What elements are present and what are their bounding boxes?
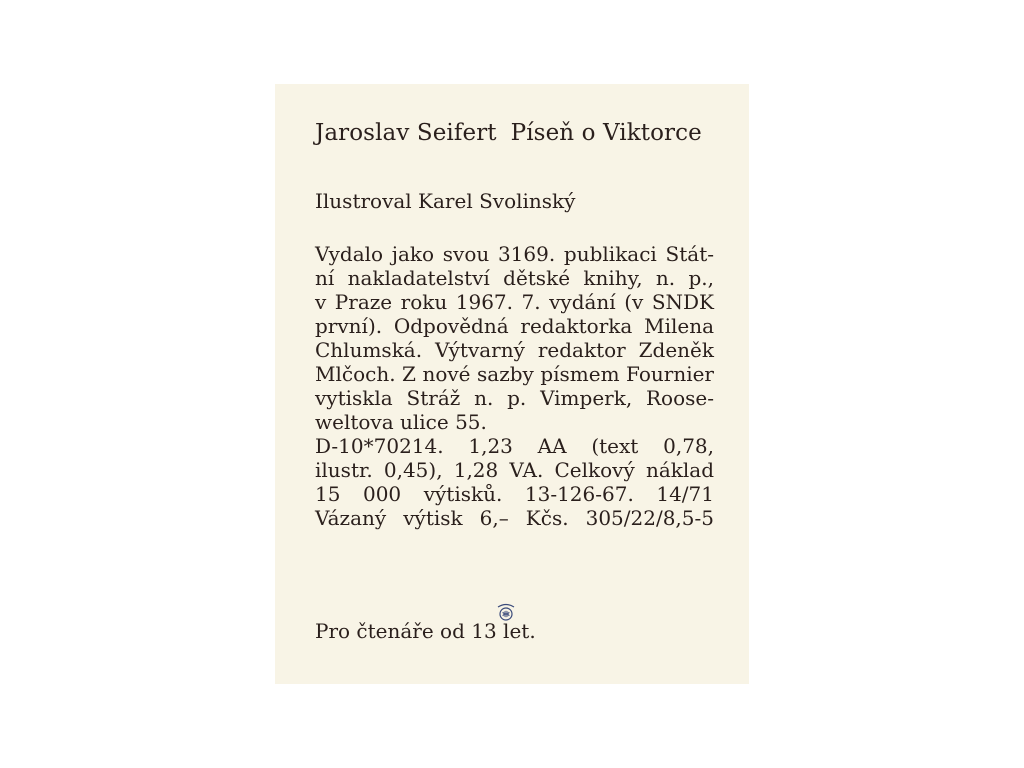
book-title: Píseň o Viktorce — [510, 120, 702, 146]
imprint-block — [315, 241, 715, 529]
imprint-line: weltova ulice 55. — [315, 410, 487, 434]
imprint-line: 15 000 výtisků. 13-126-67. 14/71 — [315, 482, 714, 506]
imprint-line: první). Odpovědná redaktorka Milena — [315, 314, 714, 338]
imprint-line: vytiskla Stráž n. p. Vimperk, Roose- — [315, 386, 714, 410]
imprint-line: v Praze roku 1967. 7. vydání (v SNDK — [315, 290, 714, 314]
imprint-line: Vydalo jako svou 3169. publikaci Stát- — [315, 242, 714, 266]
library-stamp-icon — [496, 601, 516, 623]
imprint-line: D-10*70214. 1,23 AA (text 0,78, — [315, 434, 714, 458]
book-colophon-page — [275, 84, 749, 684]
imprint-line: Vázaný výtisk 6,– Kčs. 305/22/8,5-5 — [315, 506, 714, 530]
illustrator-line: Ilustroval Karel Svolinský — [315, 189, 576, 213]
author-name: Jaroslav Seifert — [315, 120, 497, 146]
imprint-line: ní nakladatelství dětské knihy, n. p., — [315, 266, 714, 290]
imprint-line: Chlumská. Výtvarný redaktor Zdeněk — [315, 338, 714, 362]
reader-age-line: Pro čtenáře od 13 let. — [315, 619, 536, 643]
imprint-line: Mlčoch. Z nové sazby písmem Fournier — [315, 362, 714, 386]
imprint-line: ilustr. 0,45), 1,28 VA. Celkový náklad — [315, 458, 714, 482]
book-heading — [315, 120, 715, 146]
